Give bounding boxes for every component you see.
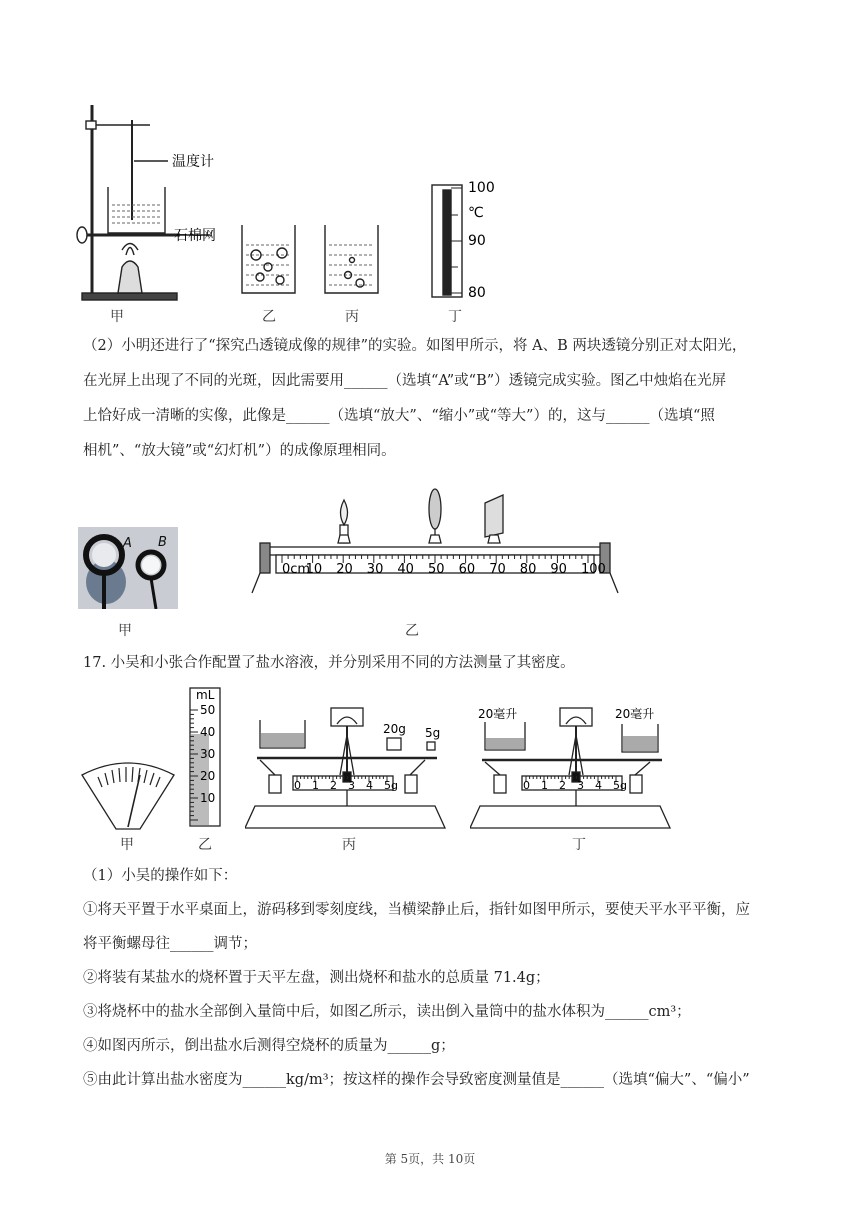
beam-tick-label: 2	[330, 779, 337, 792]
scale-unit: ℃	[468, 205, 484, 221]
lens-label-b: B	[158, 535, 167, 550]
cylinder-tick-label: 30	[200, 747, 216, 761]
cylinder-tick-label: 20	[200, 769, 216, 783]
q17-1-head: （1）小吴的操作如下：	[83, 868, 238, 884]
scale-100: 100	[468, 180, 495, 196]
figure-heating-setup	[70, 95, 530, 310]
ruler-label: 10	[305, 562, 323, 577]
q16-2-line3: 上恰好成一清晰的实像，此像是______（选填“放大”、“缩小”或“等大”）的，这与______（选填“照	[83, 408, 715, 424]
label-thermometer: 温度计	[172, 154, 214, 170]
weight-20g-label: 20g	[383, 722, 406, 736]
fig3-caption-jia: 甲	[120, 837, 134, 853]
fig3-caption-yi: 乙	[198, 837, 212, 853]
scale-80: 80	[468, 285, 486, 301]
fig1-caption-bing: 丙	[345, 309, 359, 325]
ruler-label: 90	[550, 562, 567, 577]
ruler-label: 70	[489, 562, 506, 577]
beaker-20ml-label-2: 20毫升	[615, 707, 655, 721]
q17-1-step4: ④如图丙所示，倒出盐水后测得空烧杯的质量为______g；	[83, 1038, 455, 1054]
fig1-caption-jia: 甲	[110, 309, 124, 325]
fig2-caption-jia: 甲	[118, 623, 132, 639]
figure-optical-bench	[250, 485, 620, 597]
beam-tick-label: 4	[595, 779, 602, 792]
fig3-caption-bing: 丙	[342, 837, 356, 853]
beam-tick-label: 1	[541, 779, 548, 792]
ruler-label: 80	[519, 562, 537, 577]
q17-1-step1b: 将平衡螺母往______调节；	[83, 936, 257, 952]
weight-5g-label: 5g	[425, 726, 441, 740]
q17-1-step3: ③将烧杯中的盐水全部倒入量筒中后，如图乙所示，读出倒入量筒中的盐水体积为______cm³；	[83, 1004, 691, 1020]
q16-2-line1: （2）小明还进行了“探究凸透镜成像的规律”的实验。如图甲所示，将 A、B 两块透镜分别正对太阳光，	[83, 338, 747, 354]
figure-measuring-cylinder	[186, 684, 226, 830]
beaker-20ml-label-1: 20毫升	[478, 707, 518, 721]
cylinder-tick-label: 40	[200, 725, 216, 739]
q17-title: 17. 小吴和小张合作配置了盐水溶液，并分别采用不同的方法测量了其密度。	[83, 655, 575, 671]
ruler-label: 20	[336, 562, 353, 577]
page-footer: 第 5页，共 10页	[384, 1152, 476, 1166]
q16-2-line2: 在光屏上出现了不同的光斑，因此需要用______（选填“A”或“B”）透镜完成实验。图乙中烛焰在光屏	[83, 373, 727, 389]
figure-balance-bing	[245, 700, 450, 835]
fig3-caption-ding: 丁	[572, 837, 586, 853]
fig1-caption-ding: 丁	[448, 309, 462, 325]
cylinder-tick-label: 10	[200, 791, 216, 805]
beam-tick-label: 0	[523, 779, 530, 792]
cylinder-unit: mL	[196, 688, 215, 702]
ruler-label: 60	[458, 562, 476, 577]
scale-90: 90	[468, 233, 486, 249]
q16-2-line4: 相机”、“放大镜”或“幻灯机”）的成像原理相同。	[83, 443, 396, 459]
fig2-caption-yi: 乙	[405, 623, 419, 639]
beam-tick-label: 3	[577, 779, 584, 792]
beam-tick-label: 0	[294, 779, 301, 792]
ruler-label: 30	[366, 562, 384, 577]
beam-tick-label: 5g	[613, 779, 627, 792]
q17-1-step1a: ①将天平置于水平桌面上，游码移到零刻度线，当横梁静止后，指针如图甲所示，要使天平水平平衡，应	[83, 902, 750, 918]
lens-label-a: A	[123, 536, 132, 551]
label-gauze: 石棉网	[174, 228, 216, 244]
ruler-label: 0cm	[282, 562, 311, 577]
q17-1-step5: ⑤由此计算出盐水密度为______kg/m³；按这样的操作会导致密度测量值是______（选填“偏大”、“偏小”	[83, 1072, 750, 1088]
beam-tick-label: 3	[348, 779, 355, 792]
fig1-caption-yi: 乙	[262, 309, 276, 325]
ruler-label: 100	[581, 562, 606, 577]
q17-1-step2: ②将装有某盐水的烧杯置于天平左盘，测出烧杯和盐水的总质量 71.4g；	[83, 970, 550, 986]
ruler-label: 50	[428, 562, 445, 577]
figure-lens-photo	[78, 527, 178, 609]
cylinder-tick-label: 50	[200, 703, 216, 717]
beam-tick-label: 1	[312, 779, 319, 792]
beam-tick-label: 5g	[384, 779, 398, 792]
beam-tick-label: 4	[366, 779, 373, 792]
ruler-label: 40	[397, 562, 414, 577]
beam-tick-label: 2	[559, 779, 566, 792]
figure-pointer-dial	[78, 755, 178, 833]
figure-balance-ding	[470, 700, 675, 835]
